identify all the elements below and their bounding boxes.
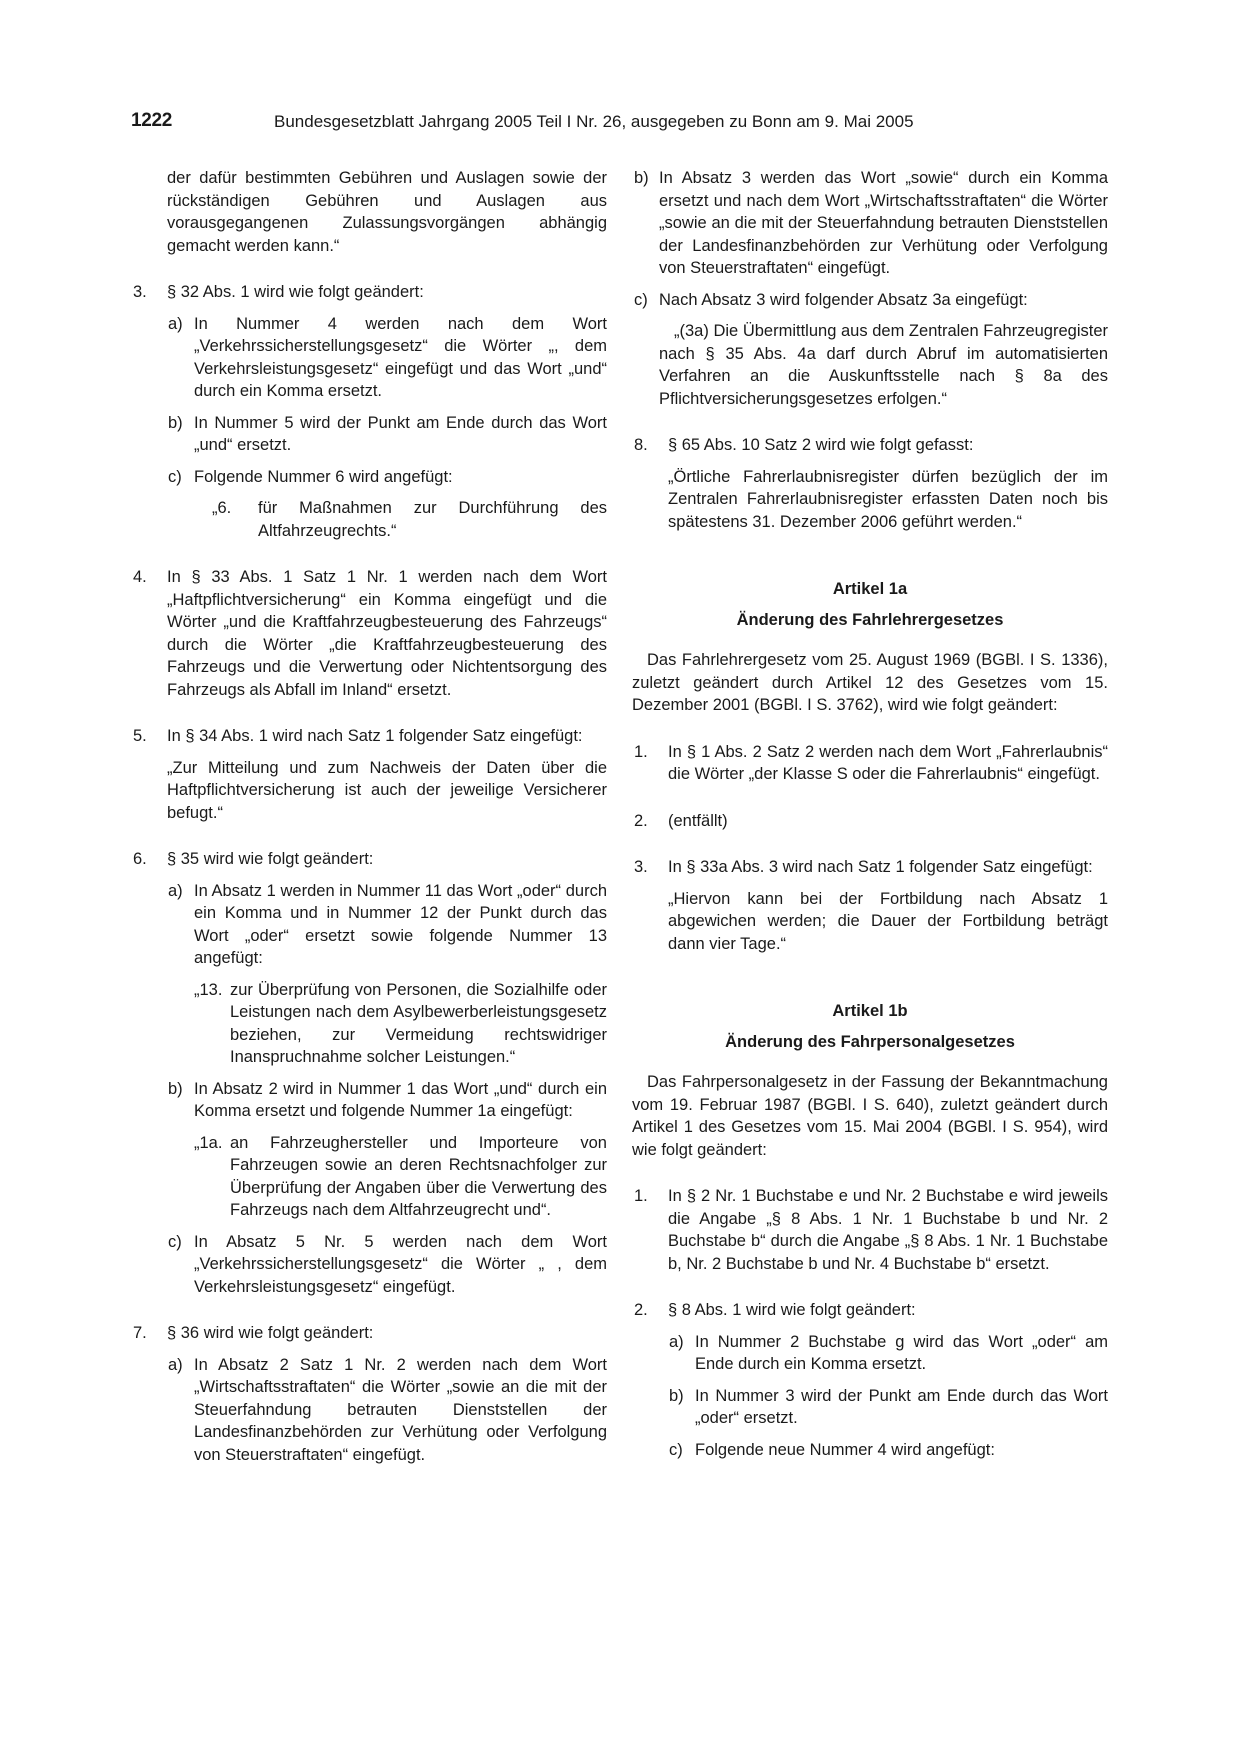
quoted-absatz-3a: „(3a) Die Übermittlung aus dem Zentralen Fahrzeugregister nach § 35 Abs. 4a darf durch Abruf im automatisierten Verfahren an die Auskunftsstelle nach § 8a des Pflichtversicherungsgesetzes erfolgen.“ [659,322,1108,408]
subitem-label: b) [168,1079,183,1098]
item-text: § 35 wird wie folgt geändert: [167,850,374,868]
subitem-text: Nach Absatz 3 wird folgender Absatz 3a eingefügt: [659,290,1028,309]
subitem-text: Folgende Nummer 6 wird angefügt: [194,467,453,486]
subitem-text: Folgende neue Nummer 4 wird angefügt: [695,1440,995,1459]
subitem-label: c) [669,1440,683,1459]
left-column [131,167,607,1475]
item-text: In § 34 Abs. 1 wird nach Satz 1 folgender Satz eingefügt: [167,727,583,745]
subitem-label: a) [168,1355,183,1374]
list-item-5 [131,725,607,748]
subitem-label: b) [168,413,183,432]
list-item-1 [632,1185,1108,1275]
item-label: 1. [634,1187,648,1205]
subitem-3a [131,313,607,403]
item-text: In § 1 Abs. 2 Satz 2 werden nach dem Wort „Fahrerlaubnis“ die Wörter „der Klasse S oder die Fahrerlaubnis“ eingefügt. [668,742,1108,783]
subitem-text: In Nummer 2 Buchstabe g wird das Wort „oder“ am Ende durch ein Komma ersetzt. [695,1332,1108,1373]
subitem-text: In Nummer 4 werden nach dem Wort „Verkehrssicherstellungsgesetz“ die Wörter „, dem Verkehrsleistungsgesetz“ eingefügt und das Wort „und“ durch ein Komma ersetzt. [194,314,607,400]
item-label: 3. [634,858,648,876]
item-text: § 32 Abs. 1 wird wie folgt geändert: [167,283,424,301]
item-text: § 65 Abs. 10 Satz 2 wird wie folgt gefasst: [668,436,974,454]
item-text: (entfällt) [668,811,728,830]
article-title-1b: Änderung des Fahrpersonalgesetzes [725,1032,1015,1051]
subitem-label: c) [168,1232,182,1251]
quoted-sentence: „Örtliche Fahrerlaubnisregister dürfen bezüglich der im Zentralen Fahrerlaubnisregister erfassten Daten noch bis spätestens 31. Dezember 2006 geführt werden.“ [668,467,1108,531]
subitem-label: a) [168,314,183,333]
article-intro-1b: Das Fahrpersonalgesetz in der Fassung der Bekanntmachung vom 19. Februar 1987 (BGBl. I S. 640), zuletzt geändert durch Artikel 1 des Gesetzes vom 15. Mai 2004 (BGBl. I S. 954), wird wie folgt geändert: [632,1073,1108,1159]
subitem-7a [131,1354,607,1467]
subitem-2c [632,1439,1108,1462]
list-item-3 [632,856,1108,879]
quoted-sentence: „Hiervon kann bei der Fortbildung nach Absatz 1 abgewichen werden; die Dauer der Fortbildung beträgt dann vier Tage.“ [668,889,1108,953]
quoted-item-1a [131,1132,607,1222]
item-text: § 36 wird wie folgt geändert: [167,1324,374,1342]
subitem-text: In Nummer 3 wird der Punkt am Ende durch das Wort „oder“ ersetzt. [695,1386,1108,1427]
list-item-3 [131,281,607,304]
list-item-1 [632,741,1108,786]
item-label: 1. [634,742,648,761]
continued-paragraph: der dafür bestimmten Gebühren und Auslagen sowie der rückständigen Gebühren und Auslagen aus vorausgegangenen Zulassungsvorgängen abhängig gemacht werden kann.“ [167,169,607,255]
subitem-label: a) [168,881,183,900]
item-label: 3. [133,283,147,301]
item-label: 2. [634,1301,648,1319]
item-label: 8. [634,436,648,454]
article-heading-1a: Artikel 1a [832,580,908,598]
quoted-item-text: für Maßnahmen zur Durchführung des Altfahrzeugrechts.“ [258,499,607,540]
subitem-7b [632,167,1108,280]
subitem-label: c) [634,290,648,309]
subitem-3b [131,412,607,457]
subitem-text: In Absatz 2 Satz 1 Nr. 2 werden nach dem Wort „Wirtschaftsstraftaten“ die Wörter „sowie an die mit der Steuerfahndung betrauten Dienststellen der Landesfinanzbehörden zur Verhütung oder Verfolgung von Steuerstraftaten“ eingefügt. [194,1355,607,1464]
item-text: In § 33 Abs. 1 Satz 1 Nr. 1 werden nach dem Wort „Haftpflichtversicherung“ ein Komma eingefügt und die Wörter „und die Kraftfahrzeugbesteuerung des Fahrzeugs“ durch die Wörter „die Kraftfahrzeugbesteuerung des Fahrzeugs und die Verwertung oder Nichtentsorgung des Fahrzeugs als Abfall im Inland“ ersetzt. [167,568,607,699]
quoted-sentence: „Zur Mitteilung und zum Nachweis der Daten über die Haftpflichtversicherung ist auch der jeweilige Versicherer befugt.“ [167,758,607,822]
item-label: 4. [133,568,147,586]
quoted-item-label: „13. [194,980,223,999]
quoted-item-label: „6. [212,499,232,517]
article-title-1a: Änderung des Fahrlehrergesetzes [736,610,1004,629]
item-label: 2. [634,811,648,830]
subitem-6b [131,1078,607,1123]
subitem-7c [632,289,1108,312]
subitem-2a [632,1331,1108,1376]
item-label: 7. [133,1324,147,1342]
list-item-4 [131,566,607,701]
subitem-6a [131,880,607,970]
subitem-text: In Absatz 1 werden in Nummer 11 das Wort „oder“ durch ein Komma und in Nummer 12 der Punkt durch das Wort „oder“ ersetzt sowie folgende Nummer 13 angefügt: [194,881,607,967]
article-intro-1a: Das Fahrlehrergesetz vom 25. August 1969 (BGBl. I S. 1336), zuletzt geändert durch Artikel 12 des Gesetzes vom 15. Dezember 2001 (BGBl. I S. 3762), wird wie folgt geändert: [632,651,1108,714]
list-item-2 [632,810,1108,833]
subitem-text: In Absatz 2 wird in Nummer 1 das Wort „und“ durch ein Komma ersetzt und folgende Nummer 1a eingefügt: [194,1079,607,1120]
list-item-6 [131,848,607,871]
article-heading-1b: Artikel 1b [832,1002,908,1020]
subitem-label: c) [168,467,182,486]
item-text: In § 33a Abs. 3 wird nach Satz 1 folgender Satz eingefügt: [668,858,1093,876]
quoted-item-text: an Fahrzeughersteller und Importeure von Fahrzeugen sowie an deren Rechtsnachfolger zur Überprüfung der Angaben über die Verwertung des Fahrzeugs nach dem Altfahrzeugrecht und“. [230,1133,607,1219]
subitem-label: b) [634,169,649,187]
item-label: 6. [133,850,147,868]
item-label: 5. [133,727,147,745]
subitem-text: In Nummer 5 wird der Punkt am Ende durch das Wort „und“ ersetzt. [194,413,607,454]
list-item-8 [632,434,1108,457]
item-text: § 8 Abs. 1 wird wie folgt geändert: [668,1301,916,1319]
quoted-item-text: zur Überprüfung von Personen, die Sozialhilfe oder Leistungen nach dem Asylbewerberleistungsgesetz beziehen, zur Vermeidung rechtswidriger Inanspruchnahme solcher Leistungen.“ [230,980,607,1066]
item-text: In § 2 Nr. 1 Buchstabe e und Nr. 2 Buchstabe e wird jeweils die Angabe „§ 8 Abs. 1 Nr. 1 Buchstabe b und Nr. 2 Buchstabe b“ durch die Angabe „§ 8 Abs. 1 Nr. 1 Buchstabe b, Nr. 2 Buchstabe b und Nr. 4 Buchstabe b“ ersetzt. [668,1187,1108,1273]
list-item-2 [632,1299,1108,1322]
subitem-label: a) [669,1332,684,1351]
running-header: Bundesgesetzblatt Jahrgang 2005 Teil I Nr. 26, ausgegeben zu Bonn am 9. Mai 2005 [274,112,914,131]
subitem-text: In Absatz 5 Nr. 5 werden nach dem Wort „Verkehrssicherstellungsgesetz“ die Wörter „ , dem Verkehrsleistungsgesetz“ eingefügt. [194,1232,607,1296]
subitem-3c [131,466,607,489]
subitem-2b [632,1385,1108,1430]
list-item-7 [131,1322,607,1345]
quoted-item-6 [131,497,607,542]
subitem-6c [131,1231,607,1299]
quoted-item-13 [131,979,607,1069]
quoted-item-label: „1a. [194,1133,223,1152]
right-column [632,167,1108,1470]
subitem-text: In Absatz 3 werden das Wort „sowie“ durch ein Komma ersetzt und nach dem Wort „Wirtschaftsstraftaten“ die Wörter „sowie an die mit der Steuerfahndung betrauten Dienststellen der Landesfinanzbehörden zur Verhütung oder Verfolgung von Steuerstraftaten“ eingefügt. [659,169,1108,277]
subitem-label: b) [669,1386,684,1405]
page-number: 1222 [131,110,173,131]
